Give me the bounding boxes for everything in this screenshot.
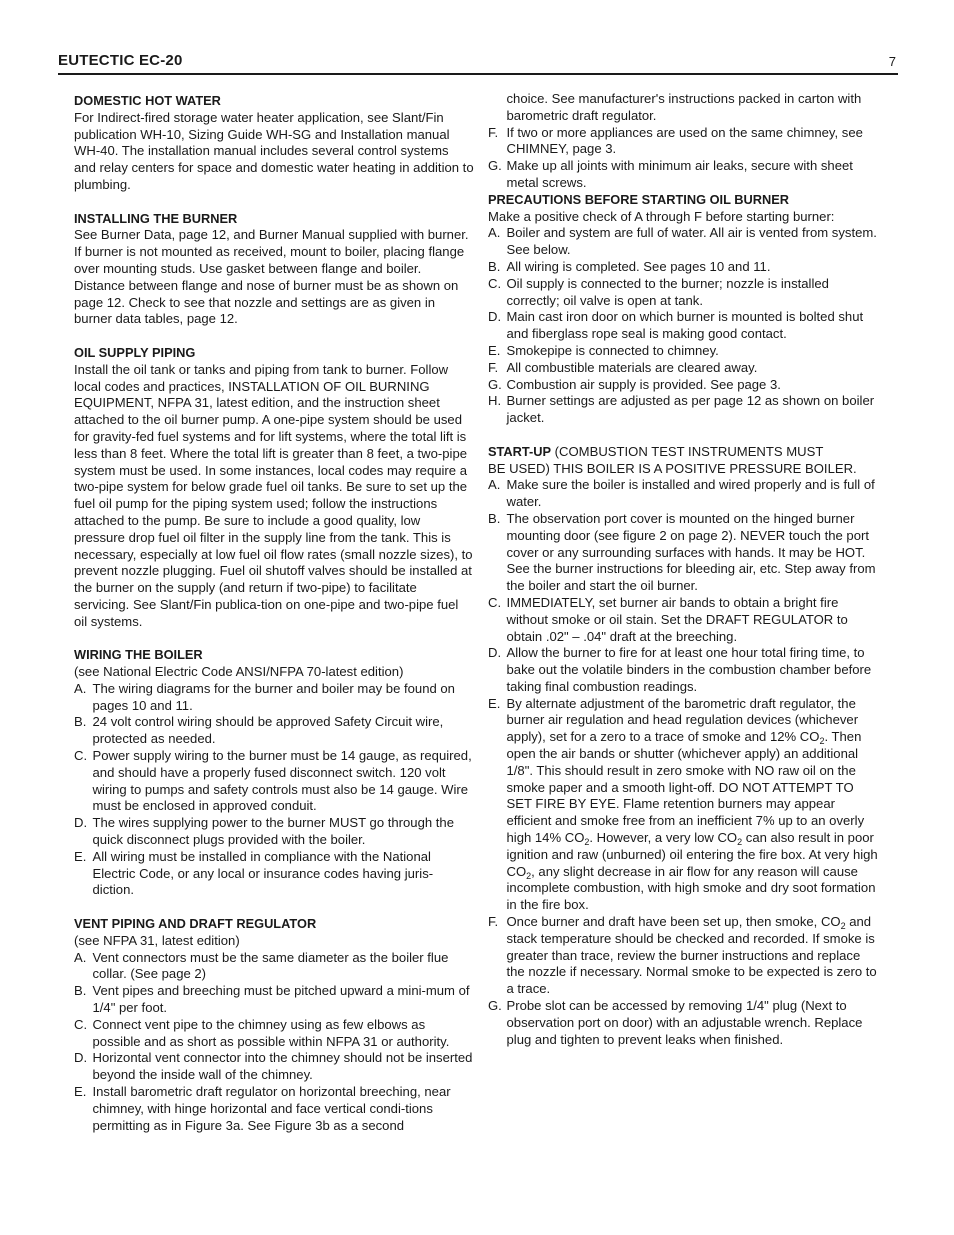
list-item [74,1084,474,1134]
item-text: The wiring diagrams for the burner and boiler may be found on pages 10 and 11. [92,680,455,713]
item-letter: G. [488,158,502,174]
item-text: Oil supply is connected to the burner; nozzle is installed correctly; oil valve is open at tank. [506,275,829,308]
item-text: , any slight decrease in air flow for any reason will cause incomplete combustion, with high smoke and dry soot formation in the fire box. [506,863,876,913]
item-letter: D. [488,645,502,661]
header-rule [58,73,898,75]
page-header [58,52,898,74]
item-text: Burner settings are adjusted as per page 12 as shown on boiler jacket. [506,393,875,426]
item-letter: G. [488,376,502,392]
item-letter: E. [74,848,87,864]
list-item [74,1050,474,1084]
list-item [74,950,474,984]
item-text: Make up all joints with minimum air leaks, secure with sheet metal screws. [506,158,853,190]
item-text: Install barometric draft regulator on horizontal breeching, near chimney, with hinge horizontal and face vertical condi-tions permitting as in Figure 3a. See Figure 3b as a second [92,1084,451,1133]
list-item [488,125,880,159]
item-text: Combustion air supply is provided. See page 3. [506,376,781,392]
section-heading: OIL SUPPLY PIPING [74,344,196,360]
item-letter: A. [488,225,501,241]
list-item [488,696,880,914]
section-precautions [488,192,880,427]
item-letter: E. [488,342,501,358]
subscript: 2 [737,837,743,848]
list-item [488,377,880,394]
section-start-up [488,444,880,1049]
subscript: 2 [526,870,532,881]
item-text: All wiring must be installed in compliance with the National Electric Code, or any local or insurance codes having juris-diction. [92,848,434,898]
startup-heading-line [488,444,880,461]
item-text: IMMEDIATELY, set burner air bands to obtain a bright fire without smoke or oil stain. Set the DRAFT REGULATOR to obtain .02" – .04" draft at the breeching. [506,594,848,644]
left-column [74,93,474,1134]
item-letter: A. [488,477,501,493]
item-text: Horizontal vent connector into the chimney should not be inserted beyond the inside wall of the chimney. [92,1050,473,1083]
item-letter: B. [488,258,501,274]
item-text: If two or more appliances are used on the same chimney, see CHIMNEY, page 3. [506,124,863,157]
list-item [488,914,880,998]
vent-list-continued [488,91,880,192]
right-column [488,91,880,1048]
list-item [488,511,880,595]
section-vent-continued [488,91,880,192]
item-letter: C. [74,1016,88,1032]
item-text: 24 volt control wiring should be approved Safety Circuit wire, protected as needed. [92,714,444,747]
section-oil-supply-piping [74,345,474,631]
list-item [488,645,880,695]
document-title: EUTECTIC EC-20 [58,52,183,69]
item-letter: C. [488,275,502,291]
item-text: Allow the burner to fire for at least one hour total firing time, to bake out the volatile binders in the combustion chamber before taking final combustion readings. [506,645,872,694]
item-text: By alternate adjustment of the barometric draft regulator, the burner air regulation and head regulation devices (whichever apply), set for a zero to a trace of smoke and 12% CO [506,695,859,745]
list-item [74,714,474,748]
item-letter: D. [74,1050,88,1066]
item-text: All wiring is completed. See pages 10 and 11. [506,258,771,274]
item-text: The wires supplying power to the burner MUST go through the quick disconnect plugs provided with the boiler. [92,815,454,848]
item-letter: B. [488,510,501,526]
item-text: Main cast iron door on which burner is mounted is bolted shut and fiberglass rope seal is making good contact. [506,309,864,342]
item-letter: B. [74,714,87,730]
list-item [74,1017,474,1051]
item-text: Power supply wiring to the burner must be 14 gauge, as required, and should have a properly fused disconnect switch. 120 volt wiring to pumps and safety controls must also be 14 gauge. Wire must be enclosed in approved conduit. [92,748,472,814]
item-text: . Then open the air bands or shutter (whichever apply) an additional 1/8". This should result in zero smoke with NO raw oil on the smoke paper and a smooth light-off. DO NOT ATTEMPT TO SET FIRE BY EYE. Flame retention burners may appear efficient and smoke free from an inefficient 7% up to an overly high 14% CO [506,729,865,846]
page-number: 7 [888,54,896,69]
section-heading: DOMESTIC HOT WATER [74,93,221,108]
item-letter: E. [74,1084,87,1100]
item-text: The observation port cover is mounted on the hinged burner mounting door (see figure 2 on page 2). NEVER touch the port cover or any surrounding surfaces with hands. It may be HOT. See the burner instructions for bleeding air, etc. Step away from the boiler and start the oil burner. [506,510,876,594]
list-item [488,393,880,427]
list-item [488,259,880,276]
item-text: can also result in poor ignition and raw (unburned) oil entering the fire box. At very high CO [506,830,878,879]
section-intro: Make a positive check of A through F before starting burner: [488,208,835,224]
item-text: Vent pipes and breeching must be pitched upward a mini-mum of 1/4" per foot. [92,983,470,1016]
item-text: Probe slot can be accessed by removing 1/4" plug (Next to observation port on door) with an adjustable wrench. Replace plug and tighten to prevent leaks when finished. [506,998,863,1047]
list-item [74,748,474,815]
list-item [488,360,880,377]
section-heading: START-UP [488,443,552,459]
item-text: Boiler and system are full of water. All air is vented from system. See below. [506,225,877,258]
list-item [488,343,880,360]
item-letter: F. [488,124,499,140]
precautions-list [488,225,880,427]
subscript: 2 [819,736,825,747]
startup-heading-line-2: BE USED) THIS BOILER IS A POSITIVE PRESSURE BOILER. [488,460,857,476]
item-letter: H. [488,393,502,409]
startup-list [488,477,880,1048]
section-heading: PRECAUTIONS BEFORE STARTING OIL BURNER [488,191,789,207]
section-heading: INSTALLING THE BURNER [74,210,238,226]
list-item [488,309,880,343]
item-text: Once burner and draft have been set up, then smoke, CO [506,914,841,930]
item-text: Smokepipe is connected to chimney. [506,342,719,358]
item-text: Connect vent pipe to the chimney using as few elbows as possible and as short as possible within NFPA 31 or authority. [92,1016,450,1049]
list-item [488,998,880,1048]
item-text: All combustible materials are cleared away. [506,359,758,375]
section-subheading: (see National Electric Code ANSI/NFPA 70-latest edition) [74,664,404,680]
section-heading: VENT PIPING AND DRAFT REGULATOR [74,916,317,932]
item-letter: F. [488,359,499,375]
startup-heading-rest: (COMBUSTION TEST INSTRUMENTS MUST [551,443,824,459]
section-body: For Indirect-fired storage water heater application, see Slant/Fin publication WH-10, Sizing Guide WH-SG and Installation manual WH-40. The installation manual includes several control systems and relay centers for space and domestic water heating in addition to plumbing. [74,109,474,192]
item-text: . However, a very low CO [589,830,738,846]
item-letter: E. [488,695,501,711]
list-item-continuation [488,91,880,125]
section-vent-piping [74,916,474,1134]
list-item [488,276,880,310]
item-text: Vent connectors must be the same diameter as the boiler flue collar. (See page 2) [92,949,449,982]
list-item [488,595,880,645]
list-item [74,983,474,1017]
item-text: Make sure the boiler is installed and wired properly and is full of water. [506,477,875,510]
item-text: choice. See manufacturer's instructions packed in carton with barometric draft regulator. [506,91,862,123]
item-letter: F. [488,914,499,930]
item-letter: G. [488,998,502,1014]
item-letter: D. [74,815,88,831]
list-item [488,158,880,192]
subscript: 2 [584,837,590,848]
section-body: Install the oil tank or tanks and piping from tank to burner. Follow local codes and practices, INSTALLATION OF OIL BURNING EQUIPMENT, NFPA 31, latest edition, and the instruction sheet attached to the oil burner pump. A one-pipe system should be used for gravity-fed fuel systems and for lift systems, where the total lift is less than 8 feet. Where the total lift is greater than 8 feet, a two-pipe system must be used. In some instances, local codes may require a two-pipe system for below grade fuel oil tanks. Be sure to set up the fuel oil pump for the piping system used; follow the instructions attached to the pump. Be sure to include a good quality, low pressure drop fuel oil filter in the supply line from the tank. This is necessary, especially at low fuel oil flow rates (small nozzle sizes), to prevent nozzle plugging. Fuel oil shutoff valves should be installed at the burner on the supply (and return if two-pipe) to facilitate servicing. See Slant/Fin publica-tion on one-pipe and two-pipe fuel oil systems. [74,361,473,629]
item-letter: B. [74,983,87,999]
section-installing-burner [74,211,474,329]
item-letter: A. [74,680,87,696]
section-heading: WIRING THE BOILER [74,647,203,663]
list-item [74,815,474,849]
list-item [74,681,474,715]
item-text: and stack temperature should be checked and recorded. If smoke is greater than trace, review the burner instructions and replace the nozzle if necessary. Normal smoke to be expected is zero to a trace. [506,914,877,997]
subscript: 2 [840,921,846,932]
list-item [488,225,880,259]
section-subheading: (see NFPA 31, latest edition) [74,932,240,948]
item-letter: D. [488,309,502,325]
list-item [488,477,880,511]
item-letter: C. [74,748,88,764]
section-domestic-hot-water [74,93,474,194]
list-item [74,849,474,899]
section-wiring-boiler [74,647,474,899]
vent-list [74,950,474,1135]
section-body: See Burner Data, page 12, and Burner Manual supplied with burner. If burner is not mounted as received, mount to boiler, placing flange over mounting studs. Use gasket between flange and boiler. Distance between flange and nose of burner must be as shown on page 12. Check to see that nozzle and settings are as given in burner data tables, page 12. [74,227,469,327]
item-letter: A. [74,949,87,965]
item-letter: C. [488,594,502,610]
wiring-list [74,681,474,899]
